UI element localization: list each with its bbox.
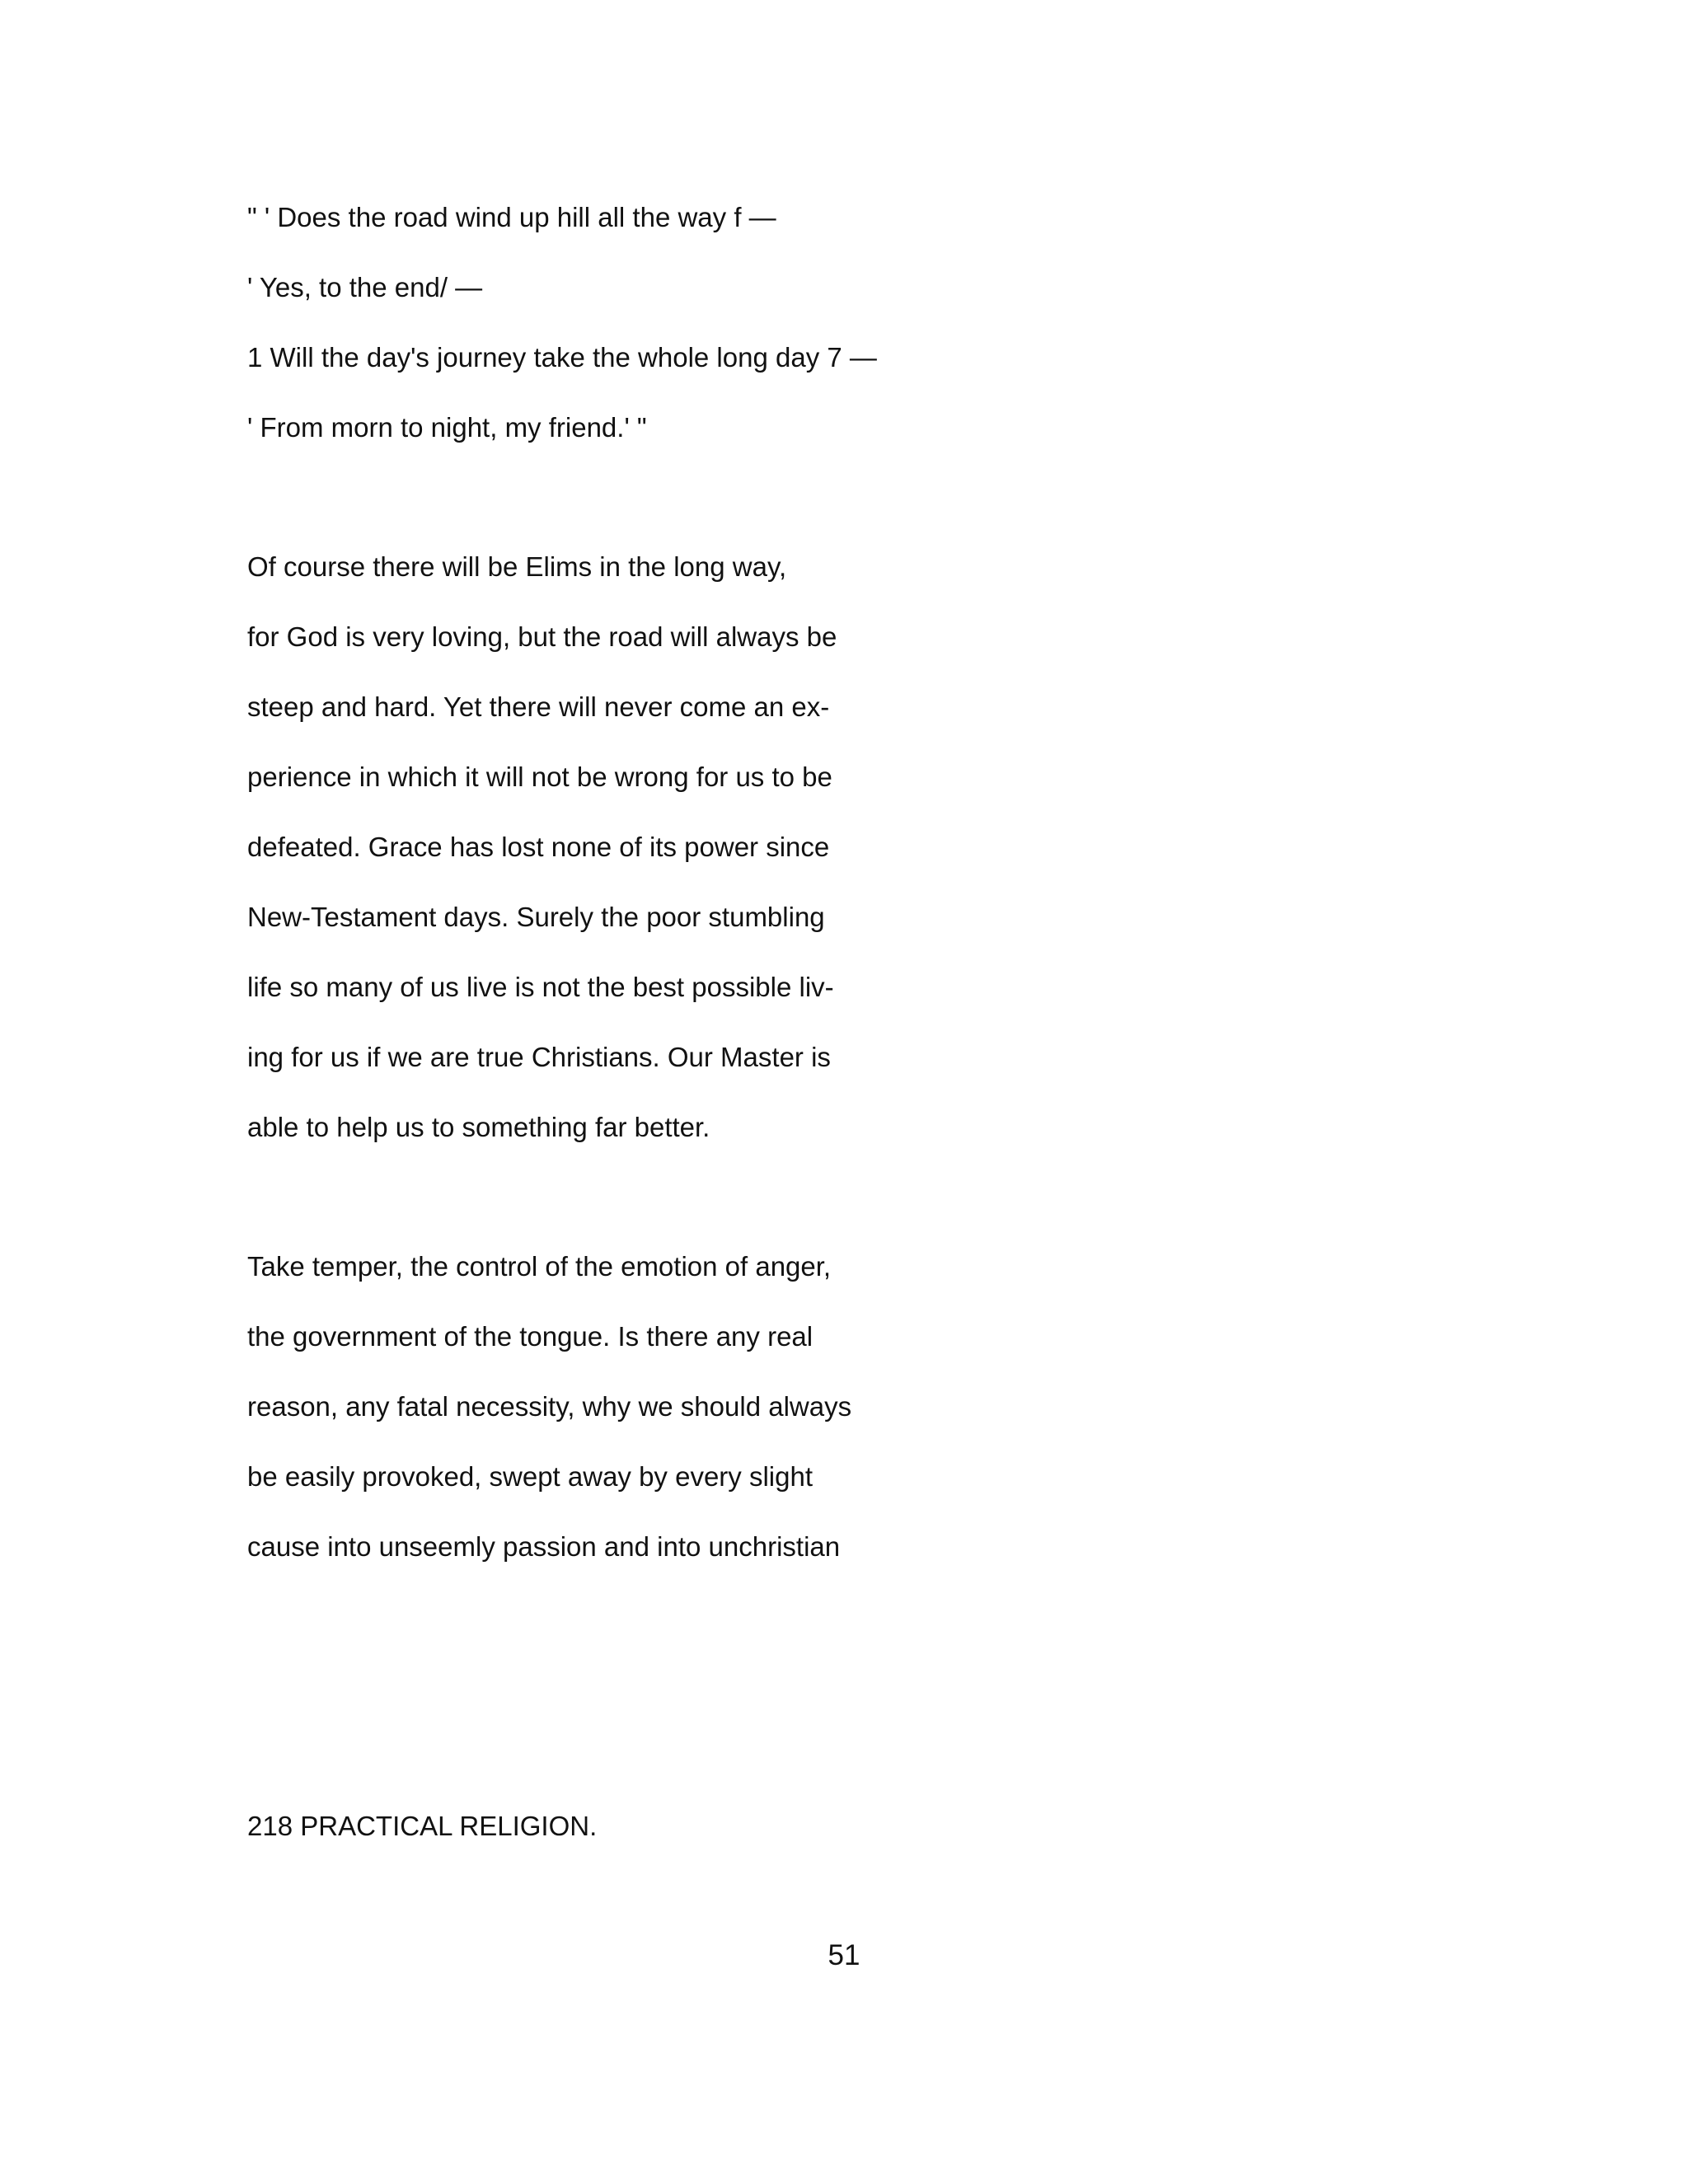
verse-line: " ' Does the road wind up hill all the way f —: [247, 202, 776, 232]
verse-line: ' Yes, to the end/ —: [247, 272, 483, 302]
page-number: 51: [828, 1939, 860, 1971]
paragraph-line: life so many of us live is not the best possible liv-: [247, 972, 834, 1002]
paragraph-line: perience in which it will not be wrong for us to be: [247, 762, 832, 792]
paragraph-line: for God is very loving, but the road will always be: [247, 621, 837, 652]
running-footer: 218 PRACTICAL RELIGION.: [247, 1811, 598, 1841]
paragraph-line: be easily provoked, swept away by every slight: [247, 1461, 814, 1492]
paragraph-line: Of course there will be Elims in the long way,: [247, 551, 787, 582]
paragraph-line: cause into unseemly passion and into unchristian: [247, 1531, 841, 1562]
paragraph-line: reason, any fatal necessity, why we should always: [247, 1391, 852, 1422]
paragraph-line: Take temper, the control of the emotion of anger,: [247, 1251, 832, 1282]
paragraph-line: defeated. Grace has lost none of its power since: [247, 832, 830, 862]
paragraph-line: steep and hard. Yet there will never come an ex-: [247, 691, 830, 722]
paragraph-line: able to help us to something far better.: [247, 1112, 710, 1142]
verse-line: ' From morn to night, my friend.' ": [247, 412, 647, 443]
verse-line: 1 Will the day's journey take the whole long day 7 —: [247, 342, 877, 373]
paragraph-line: New-Testament days. Surely the poor stumbling: [247, 902, 825, 932]
paragraph-line: the government of the tongue. Is there any real: [247, 1321, 814, 1352]
paragraph-line: ing for us if we are true Christians. Our Master is: [247, 1042, 831, 1072]
